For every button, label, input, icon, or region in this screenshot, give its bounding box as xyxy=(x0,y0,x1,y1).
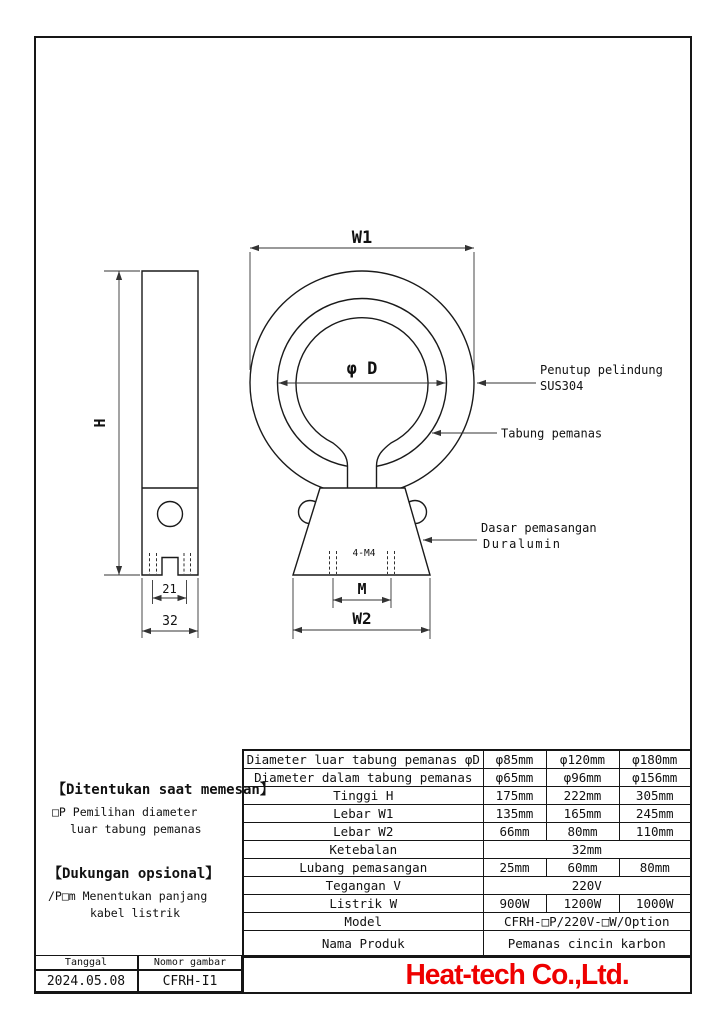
ordering-note-line2: luar tabung pemanas xyxy=(70,822,202,836)
title-block xyxy=(34,955,242,992)
spec-row xyxy=(243,877,691,895)
spec-label-cell: Ketebalan xyxy=(243,841,483,859)
dim-H-label: H xyxy=(91,418,109,428)
date-label: Tanggal xyxy=(34,955,138,970)
spec-value-cell: φ120mm xyxy=(546,750,619,769)
callout-base-line2: Duralumin xyxy=(483,537,562,551)
callout-cover-line2: SUS304 xyxy=(540,379,584,393)
spec-value-cell: 305mm xyxy=(619,787,691,805)
dim-32-label: 32 xyxy=(162,614,178,629)
spec-label-cell: Model xyxy=(243,913,483,931)
spec-value-cell: 165mm xyxy=(546,805,619,823)
spec-row xyxy=(243,805,691,823)
spec-label-cell: Diameter luar tabung pemanas φD xyxy=(243,750,483,769)
spec-row xyxy=(243,913,691,931)
spec-value-cell: 900W xyxy=(483,895,546,913)
spec-value-cell: 1200W xyxy=(546,895,619,913)
spec-value-cell: 245mm xyxy=(619,805,691,823)
spec-table-wrap xyxy=(242,749,690,958)
spec-value-cell: 175mm xyxy=(483,787,546,805)
optional-note xyxy=(48,863,219,920)
spec-value-cell: 80mm xyxy=(619,859,691,877)
spec-span-cell: CFRH-□P/220V-□W/Option xyxy=(483,913,691,931)
spec-label-cell: Lebar W1 xyxy=(243,805,483,823)
spec-row xyxy=(243,841,691,859)
dim-M-label: M xyxy=(357,580,367,598)
dim-W1-label: W1 xyxy=(351,228,373,248)
dim-W2-label: W2 xyxy=(352,609,372,628)
spec-span-cell: 32mm xyxy=(483,841,691,859)
spec-label-cell: Lubang pemasangan xyxy=(243,859,483,877)
spec-value-cell: 66mm xyxy=(483,823,546,841)
spec-label-cell: Tegangan V xyxy=(243,877,483,895)
drawing-number-value: CFRH-I1 xyxy=(138,970,242,992)
dim-phiD-label: φ D xyxy=(346,359,378,379)
spec-value-cell: 1000W xyxy=(619,895,691,913)
spec-value-cell: φ65mm xyxy=(483,769,546,787)
dim-21-label: 21 xyxy=(162,582,177,596)
spec-row xyxy=(243,931,691,958)
spec-row xyxy=(243,769,691,787)
date-value: 2024.05.08 xyxy=(34,970,138,992)
optional-note-title: 【Dukungan opsional】 xyxy=(48,866,220,882)
ordering-note-title: 【Ditentukan saat memesan】 xyxy=(52,782,274,798)
company-logo-box xyxy=(242,955,692,994)
callout-tube-label: Tabung pemanas xyxy=(501,426,603,441)
spec-value-cell: φ96mm xyxy=(546,769,619,787)
optional-note-line1: /P□m Menentukan panjang xyxy=(48,889,208,903)
ordering-note xyxy=(52,779,274,836)
ordering-note-line1: □P Pemilihan diameter xyxy=(52,805,198,819)
spec-value-cell: 25mm xyxy=(483,859,546,877)
spec-span-cell: Pemanas cincin karbon xyxy=(483,931,691,958)
dimension-M xyxy=(333,578,391,608)
side-view-hole xyxy=(158,502,183,527)
optional-note-line2: kabel listrik xyxy=(90,906,181,920)
spec-label-cell: Listrik W xyxy=(243,895,483,913)
spec-value-cell: φ156mm xyxy=(619,769,691,787)
technical-drawing xyxy=(34,36,690,749)
side-view-outline xyxy=(142,271,198,575)
spec-label-cell: Tinggi H xyxy=(243,787,483,805)
drawing-number-label: Nomor gambar xyxy=(138,955,242,970)
dimension-H xyxy=(91,271,140,575)
callout-protective-cover xyxy=(477,363,663,393)
spec-row xyxy=(243,859,691,877)
spec-table xyxy=(242,749,692,958)
spec-value-cell: 80mm xyxy=(546,823,619,841)
callout-base-line1: Dasar pemasangan xyxy=(481,521,597,535)
screw-spec-label: 4-M4 xyxy=(352,548,376,559)
spec-label-cell: Lebar W2 xyxy=(243,823,483,841)
spec-row xyxy=(243,823,691,841)
dimension-21 xyxy=(153,580,187,604)
company-logo: Heat-tech Co.,Ltd. xyxy=(405,959,629,991)
spec-value-cell: φ180mm xyxy=(619,750,691,769)
spec-value-cell: 135mm xyxy=(483,805,546,823)
spec-value-cell: 60mm xyxy=(546,859,619,877)
spec-value-cell: φ85mm xyxy=(483,750,546,769)
spec-label-cell: Nama Produk xyxy=(243,931,483,958)
spec-value-cell: 222mm xyxy=(546,787,619,805)
callout-mounting-base xyxy=(423,521,597,551)
spec-label-cell: Diameter dalam tabung pemanas xyxy=(243,769,483,787)
spec-row xyxy=(243,750,691,769)
spec-row xyxy=(243,787,691,805)
callout-cover-line1: Penutup pelindung xyxy=(540,363,663,377)
spec-value-cell: 110mm xyxy=(619,823,691,841)
spec-span-cell: 220V xyxy=(483,877,691,895)
spec-row xyxy=(243,895,691,913)
